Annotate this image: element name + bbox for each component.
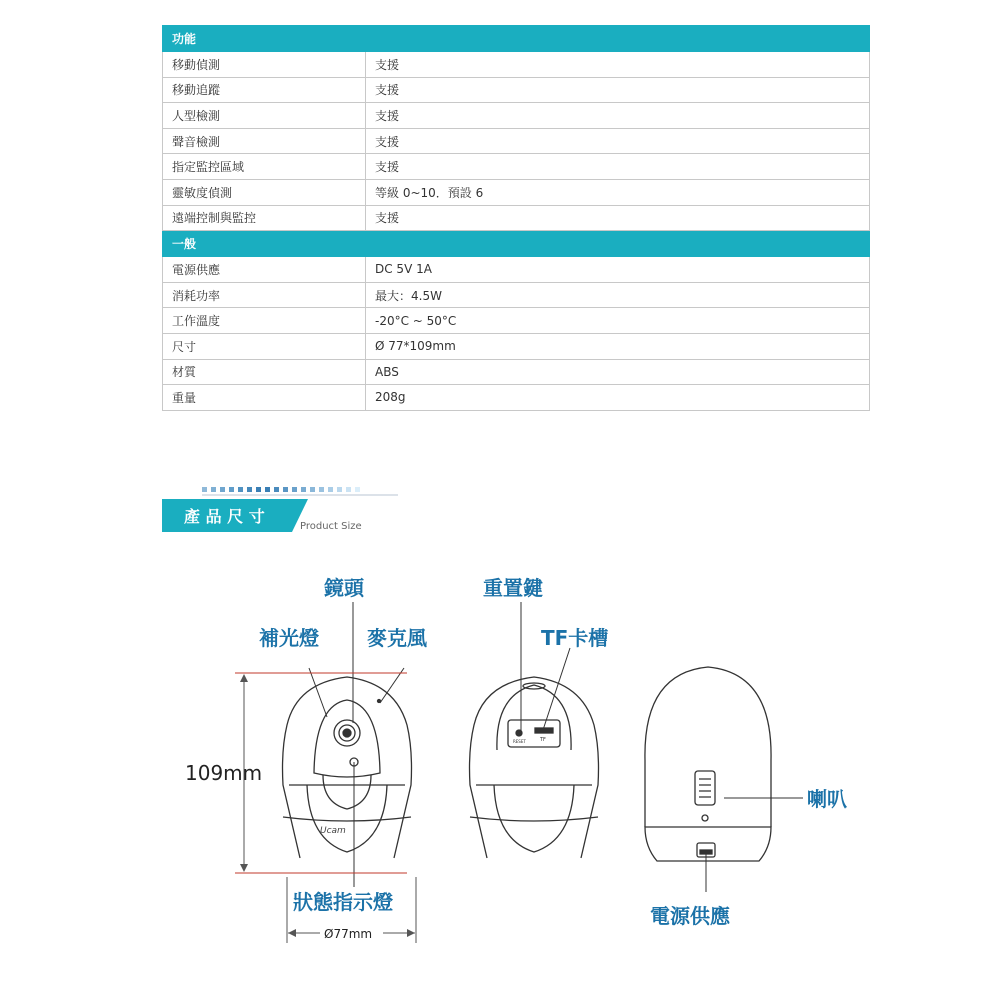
spec-section-header — [163, 26, 870, 52]
label-status-light: 狀態指示燈 — [293, 890, 393, 914]
brand-mark: Ucam — [320, 826, 346, 836]
spec-value: DC 5V 1A — [366, 257, 870, 283]
product-dimension-figure — [137, 555, 883, 960]
spec-value: 支援 — [366, 154, 870, 180]
label-lens: 鏡頭 — [324, 576, 364, 600]
spec-row — [163, 333, 870, 359]
camera-side-view — [645, 667, 771, 861]
spec-row — [163, 282, 870, 308]
spec-value: Ø 77*109mm — [366, 333, 870, 359]
reset-mark: RESET — [513, 739, 526, 744]
spec-section-header — [163, 231, 870, 257]
spec-row — [163, 308, 870, 334]
product-size-header — [162, 485, 402, 535]
spec-row — [163, 359, 870, 385]
spec-value: 支援 — [366, 128, 870, 154]
height-dim-label: 109mm — [185, 761, 263, 785]
spec-row — [163, 385, 870, 411]
camera-front-view — [283, 677, 412, 858]
spec-value: 支援 — [366, 103, 870, 129]
spec-label: 指定監控區域 — [163, 154, 366, 180]
spec-row — [163, 257, 870, 283]
label-speaker: 喇叭 — [807, 787, 847, 811]
spec-label: 電源供應 — [163, 257, 366, 283]
spec-label: 靈敏度偵測 — [163, 179, 366, 205]
spec-value: 最大：4.5W — [366, 282, 870, 308]
spec-value: 支援 — [366, 52, 870, 78]
spec-table — [162, 25, 870, 411]
spec-label: 重量 — [163, 385, 366, 411]
spec-row — [163, 77, 870, 103]
label-reset-button: 重置鍵 — [483, 576, 543, 600]
tf-mark: TF — [540, 737, 546, 743]
header-dot-row — [202, 487, 360, 492]
spec-section-title: 一般 — [163, 231, 870, 257]
spec-value: 等級 0~10．預設 6 — [366, 179, 870, 205]
spec-value: ABS — [366, 359, 870, 385]
spec-row — [163, 179, 870, 205]
width-dim-label: Ø77mm — [324, 927, 373, 941]
spec-value: -20°C ~ 50°C — [366, 308, 870, 334]
spec-row — [163, 205, 870, 231]
label-fill-light: 補光燈 — [259, 626, 319, 650]
header-title-zh: 產 品 尺 寸 — [184, 507, 265, 526]
spec-section-title: 功能 — [163, 26, 870, 52]
spec-value: 支援 — [366, 77, 870, 103]
header-title-en: Product Size — [300, 521, 362, 532]
spec-table-body — [163, 26, 870, 411]
spec-value: 支援 — [366, 205, 870, 231]
spec-row — [163, 52, 870, 78]
label-tf-slot: TF卡槽 — [541, 626, 609, 650]
spec-row — [163, 103, 870, 129]
spec-label: 消耗功率 — [163, 282, 366, 308]
spec-value: 208g — [366, 385, 870, 411]
spec-row — [163, 154, 870, 180]
spec-label: 材質 — [163, 359, 366, 385]
spec-label: 聲音檢測 — [163, 128, 366, 154]
spec-label: 移動追蹤 — [163, 77, 366, 103]
label-microphone: 麥克風 — [367, 626, 427, 650]
callout-labels — [259, 576, 847, 928]
spec-label: 尺寸 — [163, 333, 366, 359]
label-power-supply: 電源供應 — [650, 904, 730, 928]
spec-label: 遠端控制與監控 — [163, 205, 366, 231]
spec-label: 移動偵測 — [163, 52, 366, 78]
camera-rear-view — [470, 677, 599, 858]
spec-label: 工作溫度 — [163, 308, 366, 334]
spec-row — [163, 128, 870, 154]
spec-label: 人型檢測 — [163, 103, 366, 129]
